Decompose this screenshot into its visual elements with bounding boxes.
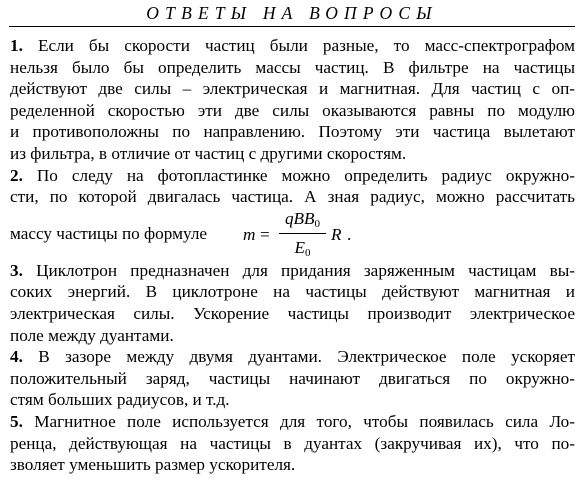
answers-list [10,35,575,476]
answer-4 [10,346,575,411]
answer-4-line-2: положительный заряд, частицы начинают двигаться по окружно- [10,368,575,388]
answer-1-line-2: нельзя было бы определить массы частиц. В фильтре на частицы [10,57,575,77]
formula-fraction [279,208,326,260]
answer-5-line-3: зволяет уменьшить размер ускорителя. [10,455,296,475]
answer-2-line-1 [10,165,575,187]
answer-3-line-3: электрическая силы. Ускорение частицы производит электрическое [10,303,575,323]
answer-5-line-2: ренца, действующая на частицы в дуантах (закручивая их), что по- [10,433,575,453]
answer-3-line-2: соких энергий. В циклотроне на частицы действуют магнитная и [10,282,575,302]
answer-1-line-6: из фильтра, в отличие от частиц с другими скоростям. [10,143,407,163]
fraction-bar [279,233,326,234]
answer-1 [10,35,575,165]
section-header [9,2,575,27]
answer-2-number: 2. [10,165,23,185]
answer-2-text-1: По следу на фотопластинке можно определить радиус окружно- [22,165,575,185]
answer-2 [10,165,575,260]
formula-factor: R [331,224,342,244]
answer-3 [10,260,575,346]
answer-3-number: 3. [10,260,23,280]
answer-4-number: 4. [10,347,23,367]
formula-end: . [347,224,352,244]
answer-4-line-3: стям больших радиусов, и т.д. [10,390,230,410]
answer-2-line-3: массу частицы по формуле [10,223,208,243]
answer-3-line-4: поле между дуантами. [10,325,174,345]
answer-4-line-1 [10,346,575,368]
answer-1-text-1: Если бы скорости частиц были разные, то масс-спектрографом [22,36,575,55]
formula-equals: = [260,224,270,244]
answer-5-number: 5. [10,411,23,431]
answer-1-line-3: действуют две силы – электрическая и магнитная. Для частиц с оп- [10,79,575,99]
answer-2-formula-line [10,208,575,260]
numerator-subscript: 0 [314,217,321,230]
answer-5 [10,411,575,476]
answer-5-line-1 [10,411,575,433]
formula-lhs: m [243,224,256,244]
answer-1-number: 1. [10,36,23,55]
answer-1-line-5: и противоположны по направлению. Поэтому эти частица вылетают [10,122,575,142]
answer-3-text-1: Циклотрон предназначен для придания заряженным частицам вы- [22,260,575,280]
denominator-main: E [294,237,305,257]
section-title: ОТВЕТЫ НА ВОПРОСЫ [146,3,438,23]
answer-4-text-1: В зазоре между двумя дуантами. Электрическое поле ускоряет [22,347,575,367]
numerator-main: qBB [284,208,315,228]
denominator-subscript: 0 [305,246,311,259]
answer-5-text-1: Магнитное поле используется для того, чтобы появилась сила Ло- [22,411,575,431]
answer-1-line-1 [10,35,575,57]
formula-denominator [279,237,326,265]
formula-numerator [279,208,326,236]
answer-1-line-4: ределенной скоростью эти две силы оказываются равны по модулю [10,100,575,120]
answer-2-line-2: сти, по которой двигалась частица. А зная радиус, можно рассчитать [10,187,575,207]
